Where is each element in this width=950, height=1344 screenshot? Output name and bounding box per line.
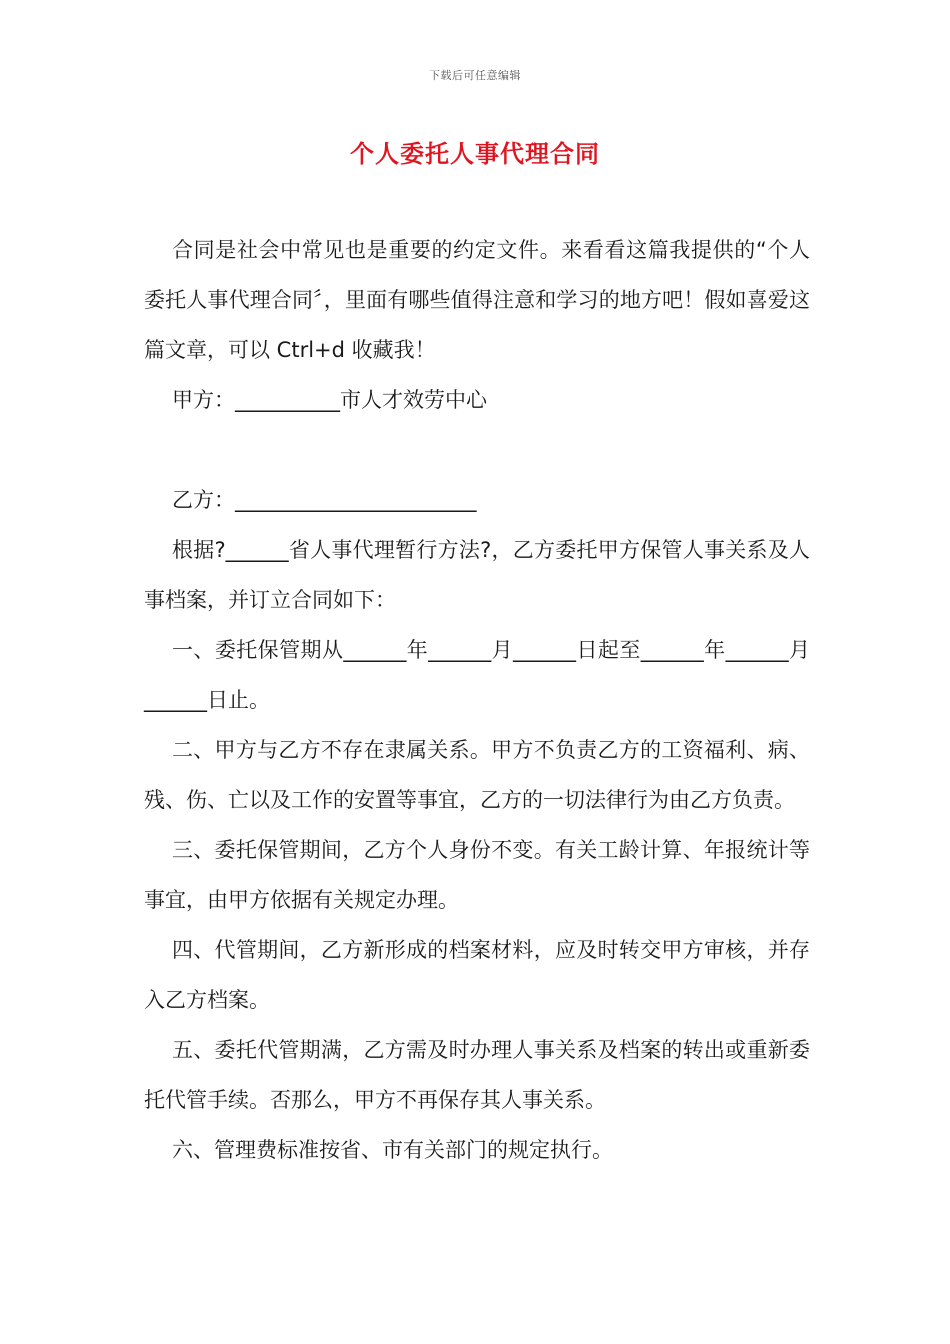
clause-1: 一、委托保管期从______年______月______日起至______年______月______日止。 — [144, 638, 810, 712]
document-body — [144, 225, 810, 1175]
blank-line — [144, 425, 810, 475]
header-note: 下载后可任意编辑 — [429, 69, 521, 82]
clause-6: 六、管理费标准按省、市有关部门的规定执行。 — [172, 1138, 613, 1162]
party-a-line: 甲方：__________市人才效劳中心 — [172, 388, 487, 412]
party-b-line: 乙方：_______________________ — [172, 488, 477, 512]
document-title: 个人委托人事代理合同 — [350, 140, 600, 168]
clause-5: 五、委托代管期满，乙方需及时办理人事关系及档案的转出或重新委托代管手续。否那么，甲方不再保存其人事关系。 — [144, 1038, 810, 1112]
basis-paragraph: 根据?______省人事代理暂行方法?，乙方委托甲方保管人事关系及人事档案，并订立合同如下： — [144, 538, 810, 612]
intro-paragraph: 合同是社会中常见也是重要的约定文件。来看看这篇我提供的“个人委托人事代理合同〞，里面有哪些值得注意和学习的地方吧！假如喜爱这篇文章，可以 Ctrl+d 收藏我！ — [144, 238, 810, 362]
clause-3: 三、委托保管期间，乙方个人身份不变。有关工龄计算、年报统计等事宜，由甲方依据有关规定办理。 — [144, 838, 810, 912]
clause-4: 四、代管期间，乙方新形成的档案材料，应及时转交甲方审核，并存入乙方档案。 — [144, 938, 810, 1012]
clause-2: 二、甲方与乙方不存在隶属关系。甲方不负责乙方的工资福利、病、残、伤、亡以及工作的安置等事宜，乙方的一切法律行为由乙方负责。 — [144, 738, 810, 812]
